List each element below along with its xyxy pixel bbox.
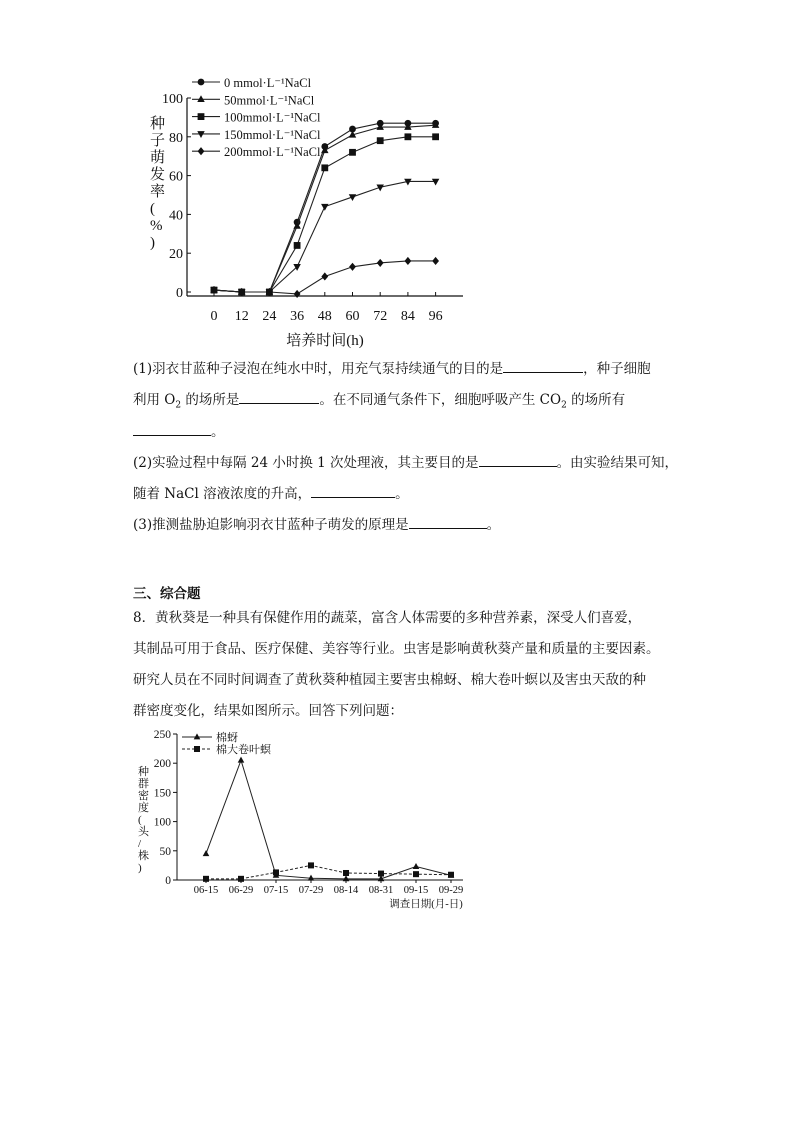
y-axis-label-char: 种: [138, 766, 149, 778]
legend: [192, 76, 321, 159]
legend-marker: [194, 733, 201, 739]
y-tick-label: 40: [169, 208, 183, 224]
data-point: [343, 875, 350, 881]
y-tick-label: 80: [169, 130, 183, 146]
x-tick-label: 96: [428, 309, 443, 324]
y-tick-label: 200: [153, 758, 171, 771]
series-line: [206, 760, 451, 879]
legend-label: 棉蚜: [216, 732, 238, 744]
y-axis-label-char: 株: [138, 850, 149, 862]
question-1-text-b: ，种子细胞: [583, 361, 651, 377]
data-point: [432, 257, 439, 265]
subscript: 2: [175, 400, 182, 411]
answer-blank: [503, 359, 583, 373]
question-2-text-b: 。由实验结果可知，: [556, 455, 679, 471]
question-1-text-e: 。在不同通气条件下，细胞呼吸产生 CO: [319, 392, 562, 408]
legend-marker: [197, 131, 204, 138]
subscript: 2: [561, 400, 567, 411]
y-tick-label: 150: [153, 787, 171, 800]
series-4: [211, 257, 439, 298]
data-point: [273, 869, 279, 875]
data-point: [378, 871, 384, 877]
y-tick-label: 20: [169, 247, 183, 263]
y-axis-label: [138, 765, 150, 874]
x-tick-label: 60: [345, 309, 360, 324]
problem-8-line-1: 8．黄秋葵是一种具有保健作用的蔬菜，富含人体需要的多种营养素，深受人们喜爱，: [133, 610, 642, 626]
y-axis-label-char: 率: [150, 184, 166, 200]
data-point: [432, 179, 439, 186]
y-tick-label: 250: [153, 729, 171, 741]
x-tick-label: 08-31: [368, 885, 394, 896]
germination-chart: [130, 70, 480, 355]
population-chart: [130, 725, 475, 910]
data-point: [377, 137, 384, 144]
data-point: [238, 757, 245, 763]
question-2-text-d: 。: [395, 486, 409, 502]
y-tick-label: 50: [159, 845, 171, 858]
data-point: [294, 242, 301, 249]
section-title: 三、综合题: [133, 586, 201, 602]
problem-8-line-3: 研究人员在不同时间调查了黄秋葵种植园主要害虫棉蚜、棉大卷叶螟以及害虫天敌的种: [133, 672, 646, 688]
question-2-line-1: [133, 453, 678, 472]
problem-8-line-4: 群密度变化，结果如图所示。回答下列问题：: [133, 703, 403, 719]
y-axis-label-char: (: [138, 814, 142, 826]
question-1-line-3: [133, 422, 225, 441]
data-point: [413, 871, 419, 877]
question-1-text-g: 。: [211, 424, 225, 440]
data-point: [321, 204, 328, 211]
question-2-text-a: (2)实验过程中每隔 24 小时换 1 次处理液，其主要目的是: [133, 455, 479, 471]
x-tick-label: 84: [400, 309, 415, 324]
x-axis-label: 调查日期(月-日): [389, 899, 463, 910]
question-1-text-c: 利用 O: [133, 392, 176, 408]
x-tick-label: 36: [290, 309, 305, 324]
legend-marker: [194, 746, 200, 752]
y-axis-label-char: 度: [138, 802, 149, 814]
data-point: [343, 870, 349, 876]
legend-marker: [197, 95, 204, 102]
legend-marker: [198, 79, 205, 86]
question-2-line-2: [133, 484, 409, 503]
y-axis-label-char: 萌: [150, 150, 166, 166]
x-tick-label: 08-14: [333, 885, 359, 896]
x-tick-label: 06-29: [228, 885, 254, 896]
problem-8-line-2: 其制品可用于食品、医疗保健、美容等行业。虫害是影响黄秋葵产量和质量的主要因素。: [133, 641, 660, 657]
legend-label: 200mmol·L⁻¹NaCl: [224, 145, 321, 160]
data-point: [238, 876, 244, 882]
legend-label: 100mmol·L⁻¹NaCl: [224, 110, 321, 125]
answer-blank: [239, 390, 319, 404]
question-1-text-d: 的场所是: [181, 392, 240, 408]
legend-label: 0 mmol·L⁻¹NaCl: [224, 76, 312, 90]
question-1-line-2: [133, 390, 625, 415]
legend-label: 棉大卷叶螟: [216, 744, 271, 756]
data-point: [432, 133, 439, 140]
legend-label: 150mmol·L⁻¹NaCl: [224, 127, 321, 142]
x-tick-label: 72: [373, 309, 388, 324]
answer-blank: [479, 453, 557, 467]
x-axis-label: 培养时间(h): [286, 333, 364, 349]
data-point: [349, 149, 356, 156]
x-tick-label: 07-29: [298, 885, 324, 896]
data-point: [349, 263, 356, 271]
x-tick-label: 48: [317, 309, 332, 324]
legend-marker: [198, 147, 205, 155]
answer-blank: [311, 484, 395, 498]
y-axis-label-char: 子: [150, 133, 166, 149]
x-tick-label: 09-29: [438, 885, 464, 896]
y-tick-label: 100: [153, 816, 171, 829]
data-point: [203, 850, 210, 856]
y-axis-label-char: ): [150, 235, 155, 251]
x-tick-label: 09-15: [403, 885, 429, 896]
data-point: [405, 133, 412, 140]
data-point: [203, 876, 209, 882]
question-2-text-c: 随着 NaCl 溶液浓度的升高，: [133, 486, 312, 502]
population-chart-svg: [130, 725, 475, 910]
y-axis-label-char: 发: [150, 167, 166, 183]
y-axis-label: [150, 115, 165, 251]
x-tick-label: 06-15: [193, 885, 219, 896]
y-axis-label-char: %: [150, 218, 163, 234]
data-point: [321, 272, 328, 280]
legend-marker: [198, 113, 205, 120]
question-1-line-1: [133, 359, 651, 378]
question-3-line-1: [133, 515, 500, 534]
y-axis-label-char: ): [138, 862, 142, 874]
y-tick-label: 60: [169, 169, 183, 185]
answer-blank: [133, 422, 211, 436]
y-axis-label-char: 密: [138, 790, 149, 802]
data-point: [308, 862, 314, 868]
y-axis-label-char: /: [138, 838, 142, 850]
x-tick-label: 24: [262, 309, 277, 324]
data-point: [321, 164, 328, 171]
y-tick-label: 0: [176, 286, 183, 301]
data-point: [294, 290, 301, 298]
answer-blank: [409, 515, 487, 529]
question-3-text-a: (3)推测盐胁迫影响羽衣甘蓝种子萌发的原理是: [133, 517, 409, 533]
series-line: [214, 137, 436, 292]
y-axis-label-char: (: [150, 201, 155, 217]
legend-label: 50mmol·L⁻¹NaCl: [224, 93, 315, 108]
question-1-text-f: 的场所有: [566, 392, 626, 408]
question-3-text-b: 。: [486, 517, 501, 533]
question-1-text-a: (1)羽衣甘蓝种子浸泡在纯水中时，用充气泵持续通气的目的是: [133, 361, 504, 377]
germination-chart-svg: [130, 70, 480, 355]
x-tick-label: 0: [210, 309, 218, 324]
y-tick-label: 0: [165, 875, 171, 887]
data-point: [413, 863, 420, 869]
y-axis-label-char: 群: [138, 778, 149, 790]
x-tick-label: 07-15: [263, 885, 289, 896]
legend: [182, 730, 272, 756]
y-tick-label: 100: [162, 92, 183, 107]
data-point: [377, 259, 384, 267]
data-point: [448, 872, 454, 878]
y-axis-label-char: 种: [150, 116, 166, 132]
x-tick-label: 12: [234, 309, 249, 324]
y-axis-label-char: 头: [138, 826, 149, 838]
data-point: [405, 257, 412, 265]
series-0: [203, 757, 455, 882]
